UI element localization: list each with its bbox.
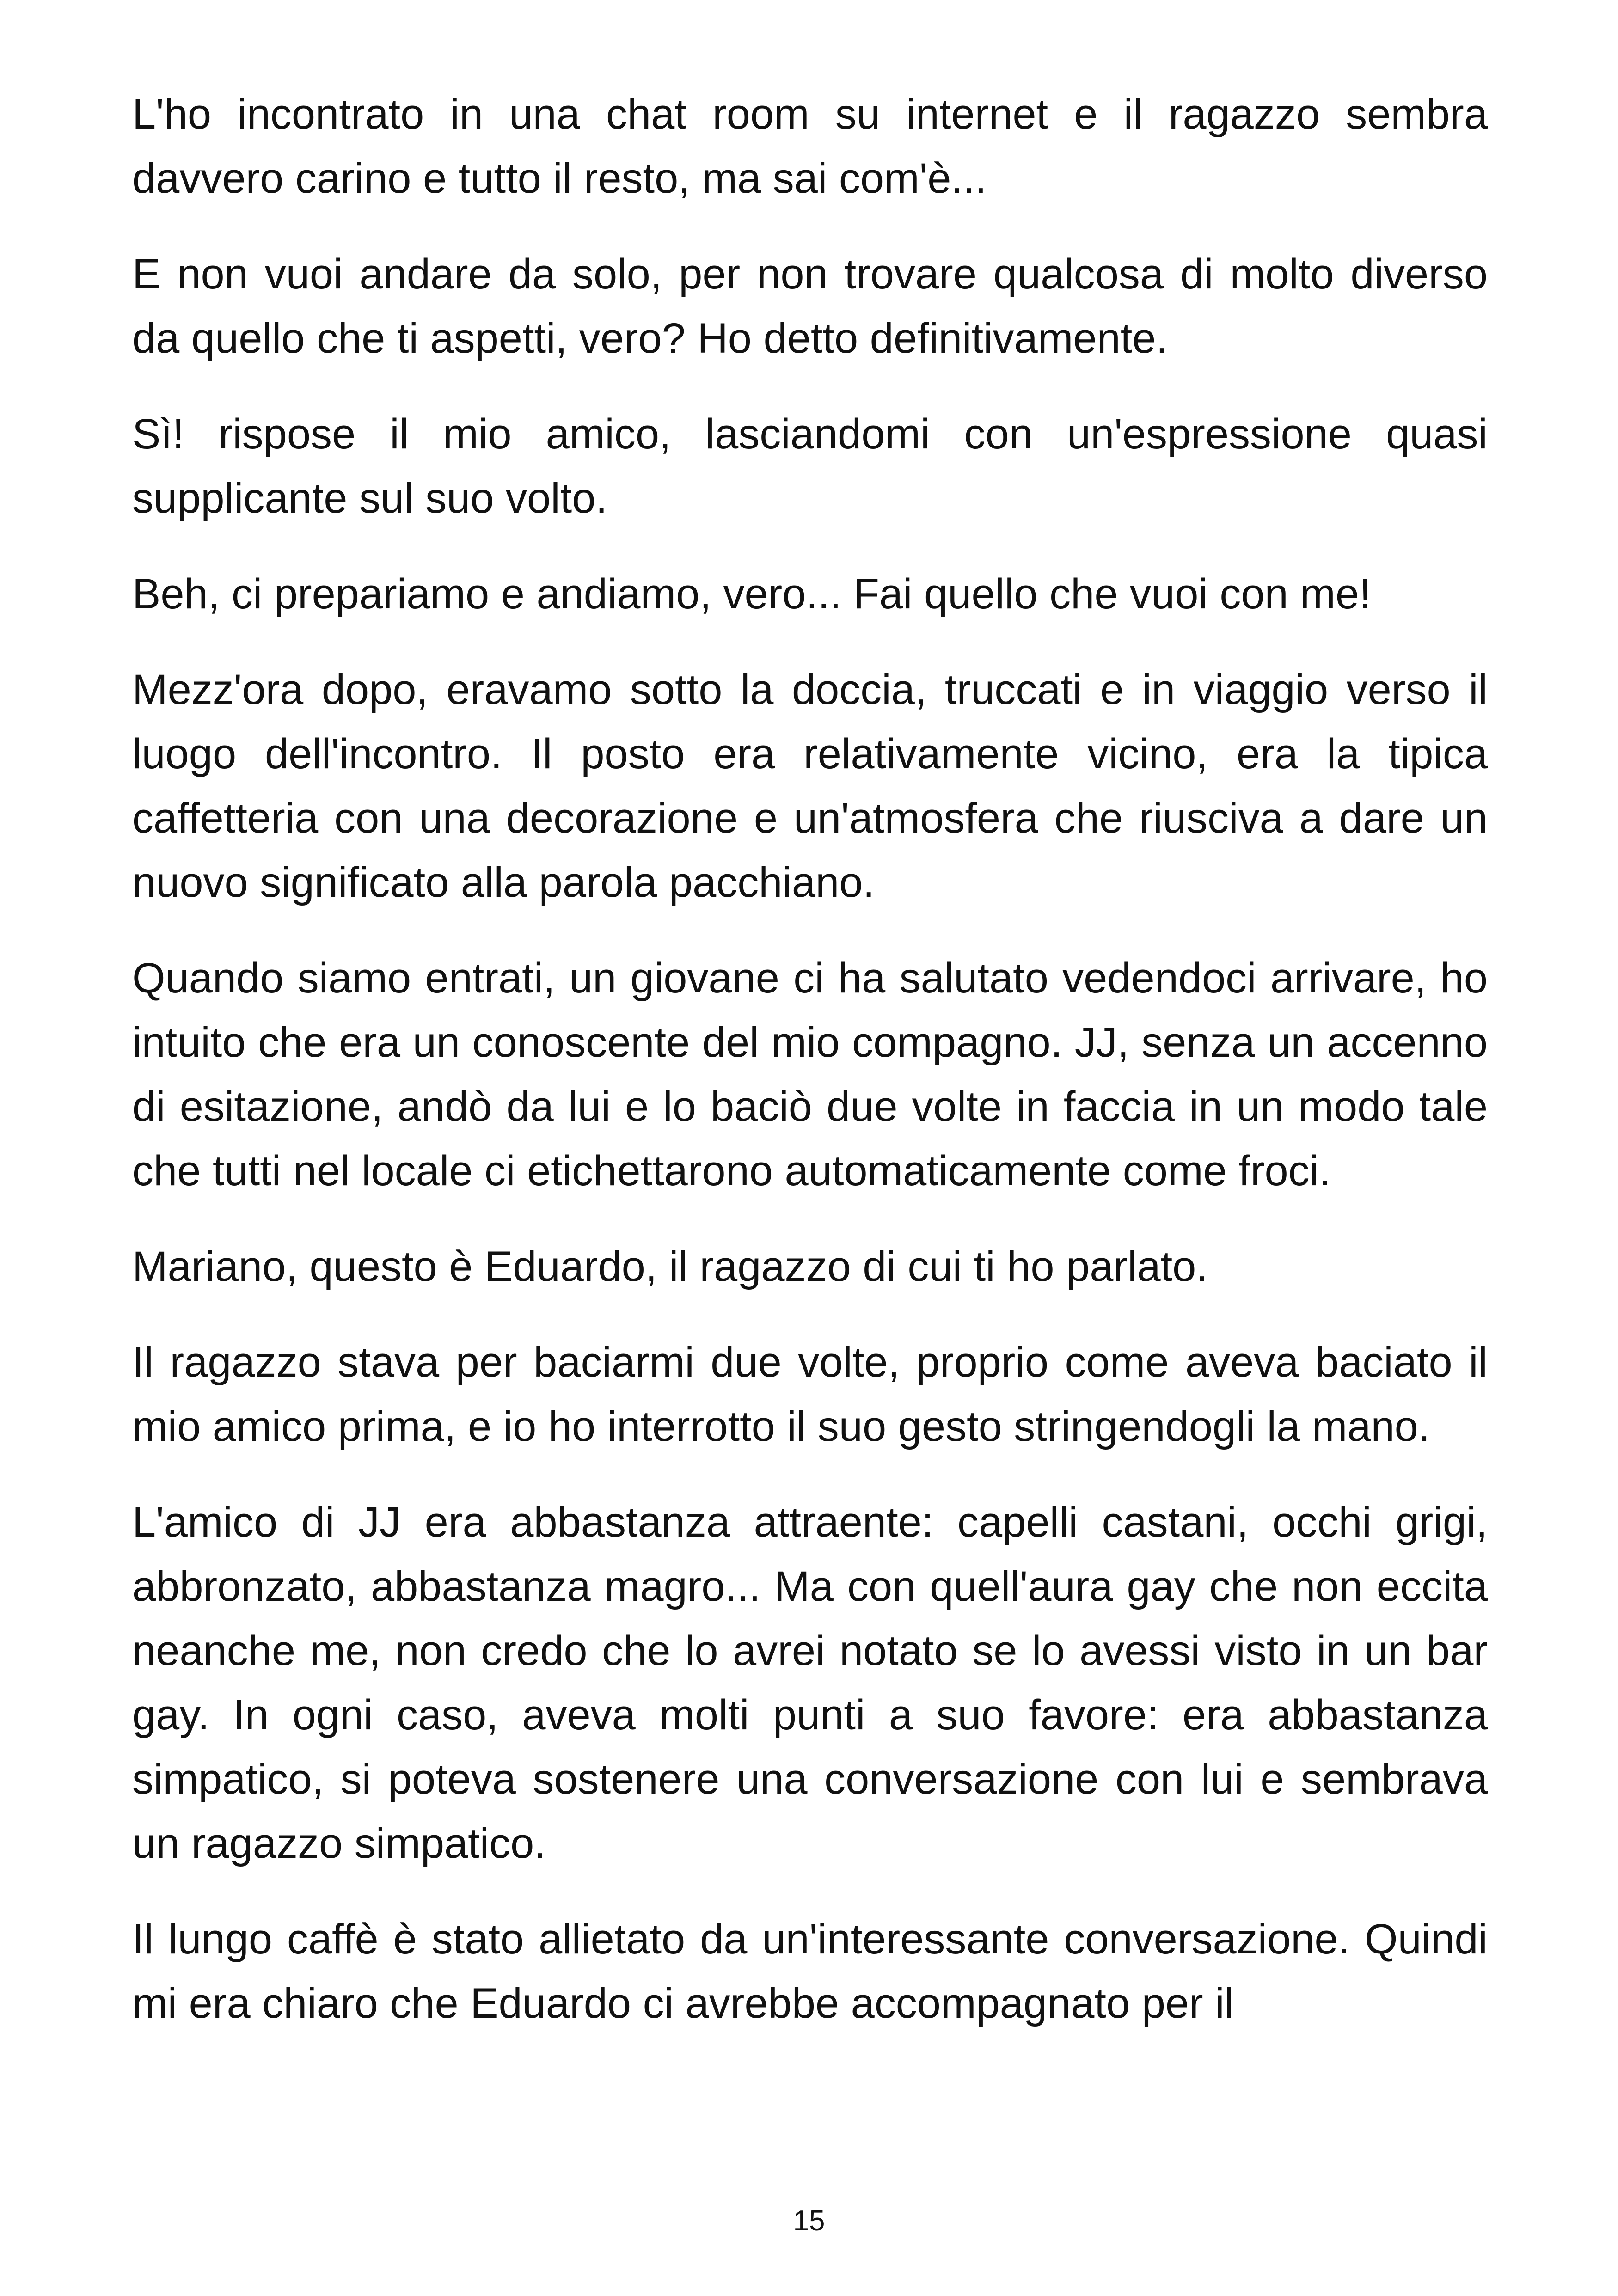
paragraph-10: Il lungo caffè è stato allietato da un'interessante conversazione. Quindi mi era chiaro che Eduardo ci avrebbe accompagnato per il [132, 1916, 1488, 2027]
paragraph-3: Sì! rispose il mio amico, lasciandomi con un'espressione quasi supplicante sul suo volto. [132, 410, 1488, 522]
paragraph-2: E non vuoi andare da solo, per non trovare qualcosa di molto diverso da quello che ti aspetti, vero? Ho detto definitivamente. [132, 251, 1488, 362]
paragraph-5: Mezz'ora dopo, eravamo sotto la doccia, truccati e in viaggio verso il luogo dell'incontro. Il posto era relativamente vicino, era la tipica caffetteria con una decorazione e un'atmosfera che riusciva a dare un nuovo significato alla parola pacchiano. [132, 666, 1488, 906]
page-number: 15 [793, 2205, 825, 2237]
paragraph-1: L'ho incontrato in una chat room su internet e il ragazzo sembra davvero carino e tutto il resto, ma sai com'è... [132, 91, 1488, 202]
paragraph-7: Mariano, questo è Eduardo, il ragazzo di cui ti ho parlato. [132, 1243, 1208, 1290]
paragraph-8: Il ragazzo stava per baciarmi due volte, proprio come aveva baciato il mio amico prima, e io ho interrotto il suo gesto stringendogli la mano. [132, 1339, 1488, 1450]
paragraph-6: Quando siamo entrati, un giovane ci ha salutato vedendoci arrivare, ho intuito che era un conoscente del mio compagno. JJ, senza un accenno di esitazione, andò da lui e lo baciò due volte in faccia in un modo tale che tutti nel locale ci etichettarono automaticamente come froci. [132, 955, 1488, 1194]
paragraph-4: Beh, ci prepariamo e andiamo, vero... Fai quello che vuoi con me! [132, 570, 1371, 618]
page-body [132, 82, 1488, 2067]
paragraph-9: L'amico di JJ era abbastanza attraente: capelli castani, occhi grigi, abbronzato, abbastanza magro... Ma con quell'aura gay che non eccita neanche me, non credo che lo avrei notato se lo avessi visto in un bar gay. In ogni caso, aveva molti punti a suo favore: era abbastanza simpatico, si poteva sostenere una conversazione con lui e sembrava un ragazzo simpatico. [132, 1499, 1488, 1867]
